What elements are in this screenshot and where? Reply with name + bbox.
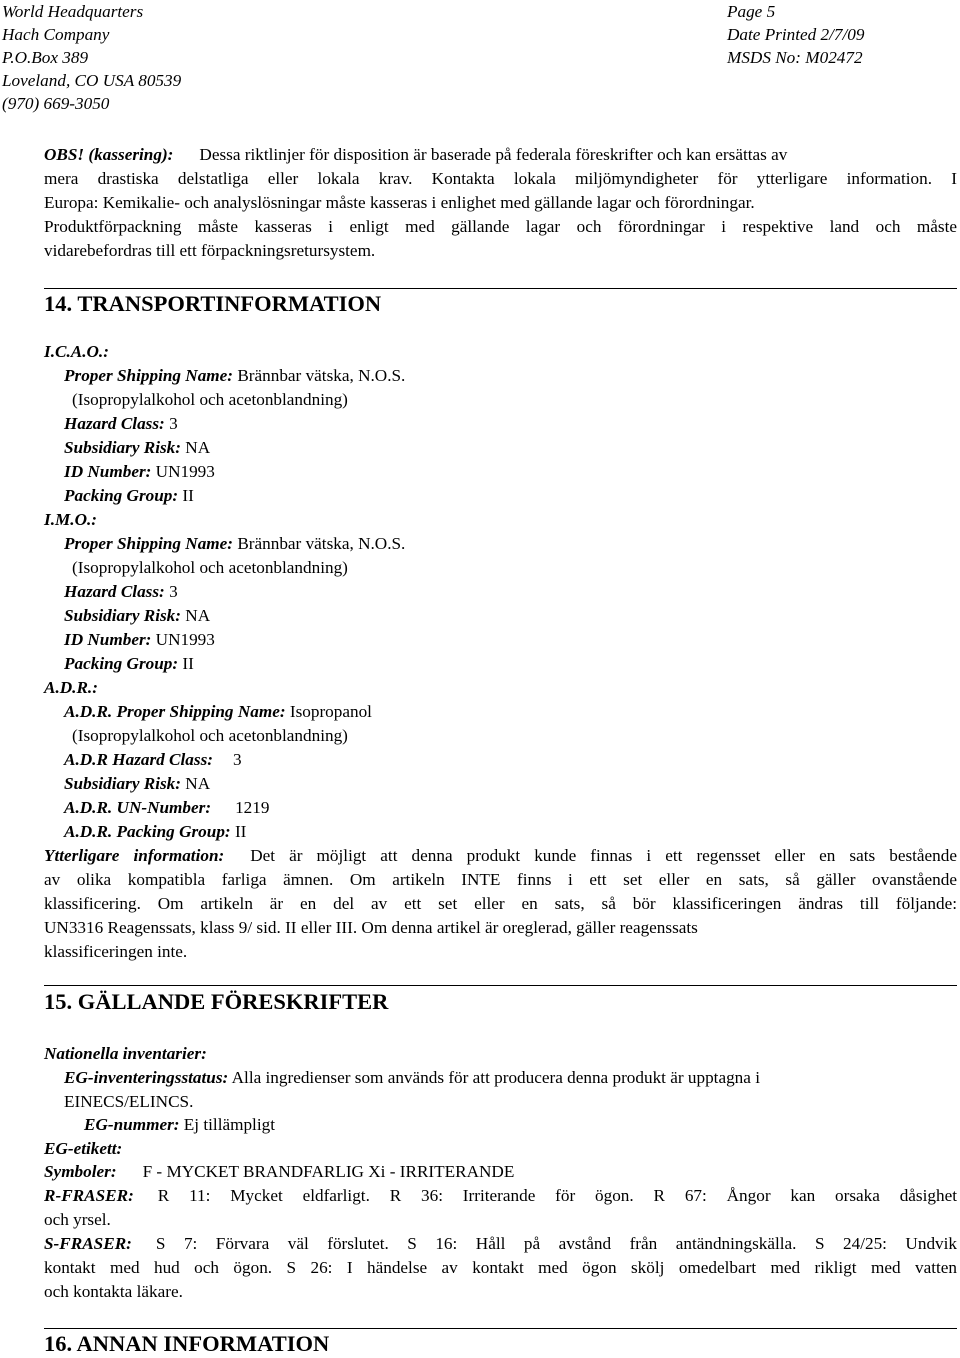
icao-hazard-value: 3 [169,414,178,433]
header-company-line-5: (970) 669-3050 [2,94,110,113]
icao-psn-label: Proper Shipping Name: [64,366,234,385]
s-phrases-line-1 [44,1232,957,1256]
further-info-line-4: UN3316 Reagenssats, klass 9/ sid. II eller III. Om denna artikel är oreglerad, gäller reagenssats [44,918,698,937]
icao-id-value: UN1993 [155,462,215,481]
icao-pg-label: Packing Group: [64,486,179,505]
disposal-text-1: Dessa riktlinjer för disposition är baserade på federala föreskrifter och kan ersättas av [199,145,788,164]
further-info-line-5: klassificeringen inte. [44,942,188,961]
section-15-title: 15. GÄLLANDE FÖRESKRIFTER [44,989,389,1014]
r-phrases-line-1 [44,1184,957,1208]
symbols-value: F - MYCKET BRANDFARLIG Xi - IRRITERANDE [142,1162,515,1181]
adr-risk-value: NA [185,774,211,793]
eg-number-value: Ej tillämpligt [183,1115,275,1134]
further-info-line-2: av olika kompatibla farliga ämnen. Om artikeln INTE finns i ett set eller en sats, så gäller ovanstående [44,870,957,889]
s-phrases-text: S 7: Förvara väl förslutet. S 16: Håll på avstånd från antändningskälla. S 24/25: Undvik [155,1234,957,1253]
imo-id-label: ID Number: [64,630,152,649]
header-page-number: Page 5 [727,2,776,21]
section-divider [44,1328,957,1329]
imo-packing-group [64,652,194,676]
header-company-line-1: World Headquarters [2,2,144,21]
r-phrases-text: R 11: Mycket eldfarligt. R 36: Irriterande för ögon. R 67: Ångor kan orsaka dåsighet [157,1186,957,1205]
eg-label-heading: EG-etikett: [44,1139,123,1158]
icao-id-label: ID Number: [64,462,152,481]
further-info-text-1: Det är möjligt att denna produkt kunde finnas i ett regensset eller en sats bestående [250,846,958,865]
r-phrases-label: R-FRASER: [44,1186,134,1205]
adr-psn-value: Isopropanol [289,702,372,721]
adr-heading: A.D.R.: [44,678,98,697]
eg-inventory-status [64,1066,760,1090]
further-info-line-1 [44,844,957,868]
imo-risk-label: Subsidiary Risk: [64,606,181,625]
adr-hazard-class [64,748,242,772]
header-msds-number: MSDS No: M02472 [727,48,863,67]
adr-pg-label: A.D.R. Packing Group: [64,822,231,841]
section-16-title: 16. ANNAN INFORMATION [44,1331,330,1356]
imo-hazard-label: Hazard Class: [64,582,165,601]
disposal-line-4: Produktförpackning måste kasseras i enligt med gällande lagar och förordningar i respektive land och måste [44,217,957,236]
further-info-label: Ytterligare information: [44,846,225,865]
icao-pg-value: II [182,486,194,505]
disposal-line-2: mera drastiska delstatliga eller lokala krav. Kontakta lokala miljömyndigheter för ytterligare information. I [44,169,957,188]
icao-subsidiary-risk [64,436,210,460]
adr-pg-value: II [234,822,247,841]
section-14-title: 14. TRANSPORTINFORMATION [44,291,382,316]
adr-shipping-name [64,700,372,724]
imo-id-number [64,628,215,652]
symbols-label: Symboler: [44,1162,117,1181]
adr-hazard-value: 3 [233,750,242,769]
imo-pg-label: Packing Group: [64,654,179,673]
icao-heading: I.C.A.O.: [44,342,109,361]
icao-psn-detail: (Isopropylalkohol och acetonblandning) [72,390,348,409]
imo-hazard-class [64,580,178,604]
adr-psn-label: A.D.R. Proper Shipping Name: [64,702,286,721]
eg-status-label: EG-inventeringsstatus: [64,1068,229,1087]
imo-heading: I.M.O.: [44,510,97,529]
imo-id-value: UN1993 [155,630,215,649]
imo-pg-value: II [182,654,194,673]
section-divider [44,288,957,289]
s-phrases-line-2: kontakt med hud och ögon. S 26: I händelse av kontakt med ögon skölj omedelbart med rikligt med vatten [44,1258,957,1277]
inventories-heading: Nationella inventarier: [44,1044,207,1063]
header-company-line-3: P.O.Box 389 [2,48,89,67]
disposal-label: OBS! (kassering): [44,145,174,164]
eg-status-line-2: EINECS/ELINCS. [64,1092,194,1111]
imo-hazard-value: 3 [169,582,178,601]
section-divider [44,985,957,986]
icao-shipping-name [64,364,405,388]
icao-psn-value: Brännbar vätska, N.O.S. [237,366,406,385]
icao-risk-label: Subsidiary Risk: [64,438,181,457]
icao-risk-value: NA [185,438,211,457]
adr-un-label: A.D.R. UN-Number: [64,798,212,817]
eg-status-text: Alla ingredienser som används för att producera denna produkt är upptagna i [231,1068,760,1087]
imo-psn-value: Brännbar vätska, N.O.S. [237,534,406,553]
imo-subsidiary-risk [64,604,210,628]
imo-shipping-name [64,532,405,556]
imo-risk-value: NA [185,606,211,625]
adr-packing-group [64,820,246,844]
adr-risk-label: Subsidiary Risk: [64,774,181,793]
imo-psn-label: Proper Shipping Name: [64,534,234,553]
icao-hazard-label: Hazard Class: [64,414,165,433]
header-date-printed: Date Printed 2/7/09 [727,25,865,44]
icao-id-number [64,460,215,484]
adr-hazard-label: A.D.R Hazard Class: [64,750,213,769]
further-info-line-3: klassificering. Om artikeln är en del av ett set eller en sats, så bör klassificeringen ändras till följande: [44,894,957,913]
symbols-line [44,1160,514,1184]
disposal-line-1 [44,143,787,167]
eg-number-label: EG-nummer: [84,1115,180,1134]
icao-hazard-class [64,412,178,436]
header-company-line-2: Hach Company [2,25,110,44]
adr-psn-detail: (Isopropylalkohol och acetonblandning) [72,726,348,745]
eg-number [84,1113,275,1137]
adr-un-value: 1219 [235,798,270,817]
s-phrases-line-3: och kontakta läkare. [44,1282,183,1301]
disposal-line-5: vidarebefordras till ett förpackningsretursystem. [44,241,376,260]
icao-packing-group [64,484,194,508]
adr-un-number [64,796,269,820]
disposal-line-3: Europa: Kemikalie- och analyslösningar måste kasseras i enlighet med gällande lagar och förordningar. [44,193,755,212]
header-company-line-4: Loveland, CO USA 80539 [2,71,182,90]
s-phrases-label: S-FRASER: [44,1234,132,1253]
r-phrases-line-2: och yrsel. [44,1210,111,1229]
imo-psn-detail: (Isopropylalkohol och acetonblandning) [72,558,348,577]
adr-subsidiary-risk [64,772,210,796]
